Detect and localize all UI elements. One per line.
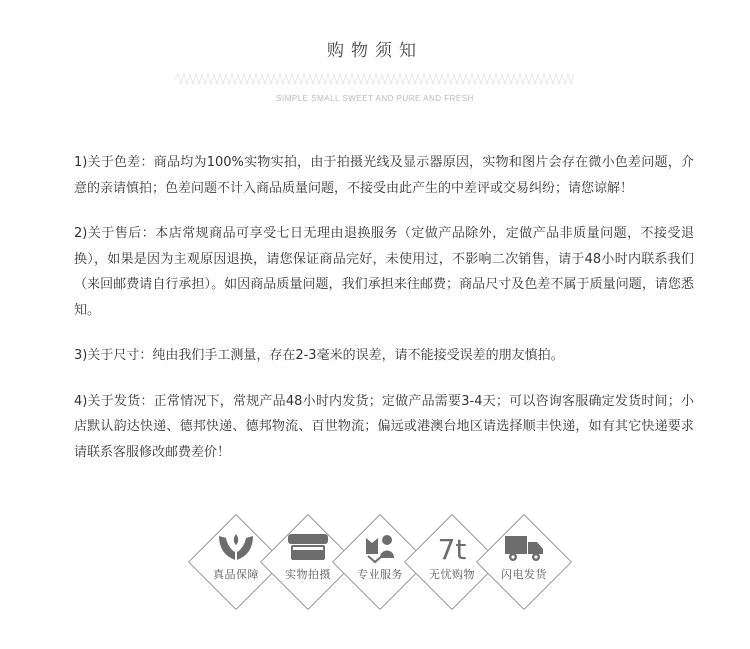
- service-badges: [184, 510, 576, 640]
- badge-label: 实物拍摄: [285, 568, 331, 581]
- page-header: [0, 0, 750, 110]
- badge-label: 无忧购物: [429, 568, 475, 581]
- page-subtitle: SIMPLE SMALL SWEET AND PURE AND FRESH: [276, 94, 474, 103]
- notice-color-difference: 1)关于色差：商品均为100%实物实拍，由于拍摄光线及显示器原因，实物和图片会存在微小色差问题，介意的亲请慎拍；色差问题不计入商品质量问题，不接受由此产生的中差评或交易纠纷；请您谅解！: [74, 155, 694, 196]
- notice-after-sales: 2)关于售后：本店常规商品可享受七日无理由退换服务（定做产品除外，定做产品非质量问题，不接受退换），如果是因为主观原因退换，请您保证商品完好，未使用过，不影响二次销售，请于48小时内联系我们（来回邮费请自行承担）。如因商品质量问题，我们承担来往邮费；商品尺寸及色差不属于质量问题，请您悉知。: [74, 226, 694, 318]
- box-icon: [283, 530, 333, 564]
- badge-label: 真品保障: [213, 568, 259, 581]
- badge-fast-delivery: [472, 510, 576, 614]
- service-icon: [355, 530, 405, 564]
- zigzag-divider: [175, 72, 575, 86]
- notice-shipping: 4)关于发货：正常情况下，常规产品48小时内发货；定做产品需要3-4天；可以咨询客服确定发货时间；小店默认韵达快递、德邦快递、德邦物流、百世物流；偏远或港澳台地区请选择顺丰快递，如有其它快递要求请联系客服修改邮费差价！: [74, 393, 694, 460]
- 7t-icon-text: 7t: [437, 533, 467, 564]
- badge-label: 专业服务: [357, 568, 403, 581]
- zigzag-line: [175, 74, 574, 84]
- 7t-icon: [427, 530, 477, 564]
- truck-icon: [499, 530, 549, 564]
- notice-content: [74, 150, 694, 485]
- hands-icon: [211, 530, 261, 564]
- page-title: 购物须知: [327, 41, 423, 61]
- notice-size: 3)关于尺寸：纯由我们手工测量，存在2-3毫米的误差，请不能接受误差的朋友慎拍。: [74, 348, 564, 363]
- badge-label: 闪电发货: [501, 568, 547, 581]
